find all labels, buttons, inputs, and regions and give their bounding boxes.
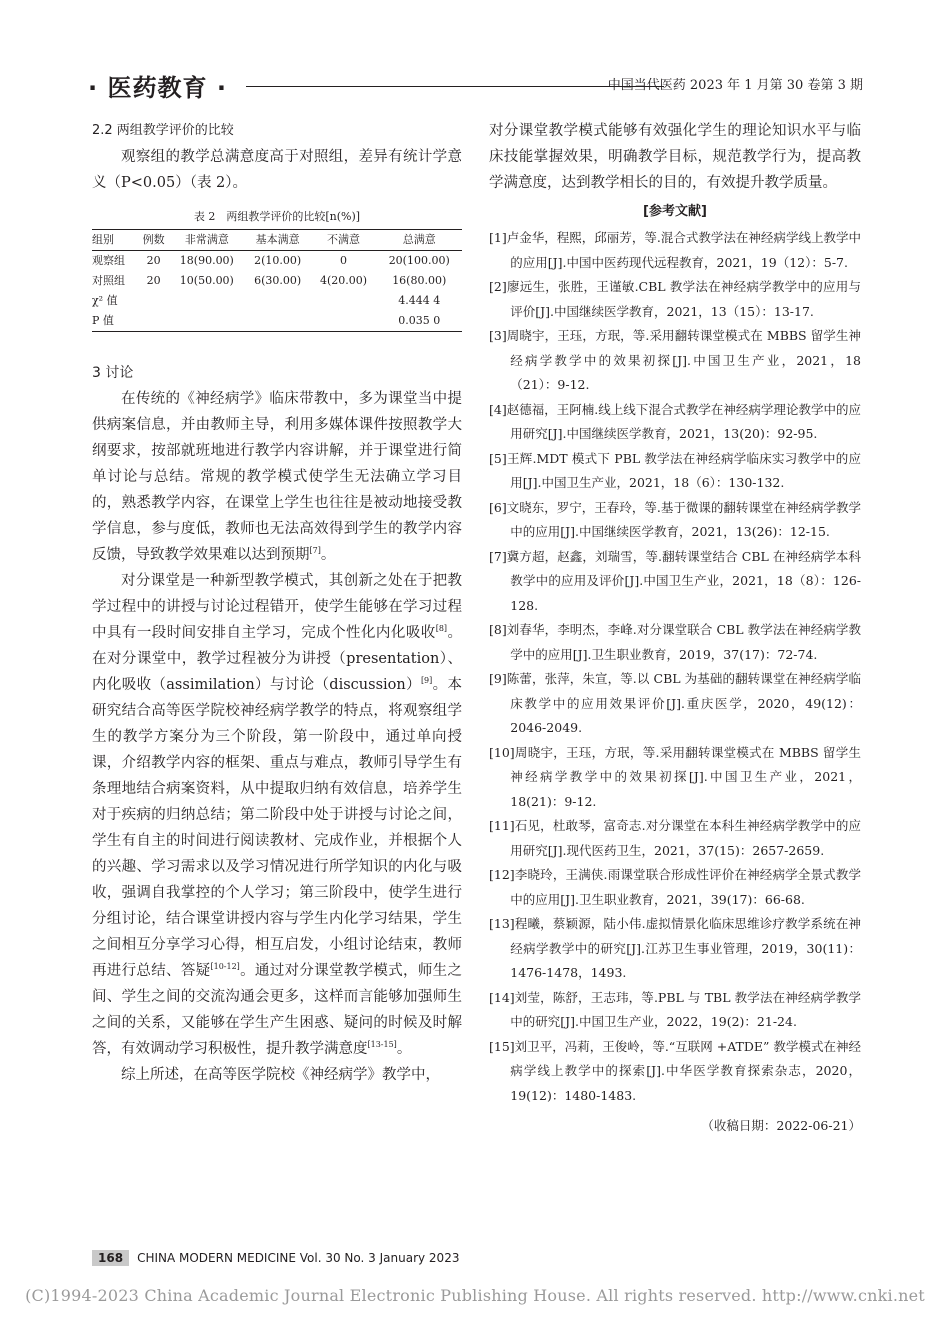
discussion-paragraph-1 xyxy=(92,386,462,568)
table-cell xyxy=(311,291,377,311)
left-column xyxy=(92,118,462,1088)
table-row xyxy=(92,251,462,272)
table-cell: 4(20.00) xyxy=(319,274,368,287)
reference-item: [8]刘春华，李明杰，李峰.对分课堂联合 CBL 教学法在神经病学教学中的应用[J].卫生职业教育，2019，37(17)：72-74. xyxy=(489,622,861,662)
paragraph-text: 。通过对分课堂教学模式，师生之间、学生之间的交流沟通会更多，这样而言能够加强师生之间的关系，又能够在学生产生困惑、疑问的时候及时解答，有效调动学习积极性，提升教学满意度 xyxy=(92,963,462,1057)
table-header-cell: 不满意 xyxy=(327,233,360,246)
table-cell: 20(100.00) xyxy=(388,254,450,267)
table-row xyxy=(92,271,462,291)
reference-item: [9]陈蕾，张萍，朱宣，等.以 CBL 为基础的翻转课堂在神经病学临床教学中的应用效果评价[J].重庆医学，2020，49(12)：2046-2049. xyxy=(489,671,861,735)
table-cell xyxy=(245,291,311,311)
paragraph-text: 在传统的《神经病学》临床带教中，多为课堂当中提供病案信息，并由教师主导，利用多媒体课件按照教学大纲要求，按部就班地进行教学内容讲解，并于课堂进行简单讨论与总结。常规的教学模式使学生无法确立学习目的，熟悉教学内容，在课堂上学生也往往是被动地接受教学信息，参与度低，教师也无法高效得到学生的教学内容反馈，导致教学效果难以达到预期 xyxy=(92,391,462,563)
table-cell xyxy=(138,291,169,311)
page-footer xyxy=(92,1247,459,1269)
reference-item: [3]周晓宇，王珏，方珉，等.采用翻转课堂模式在 MBBS 留学生神经病学教学中的效果初探[J].中国卫生产业，2021，18（21）：9-12. xyxy=(489,328,861,392)
section-title: · 医药教育 · xyxy=(88,74,227,102)
footer-journal-info: CHINA MODERN MEDICINE Vol. 30 No. 3 January 2023 xyxy=(137,1251,460,1265)
discussion-paragraph-3-start: 综上所述，在高等医学院校《神经病学》教学中， xyxy=(121,1067,440,1083)
table-cell: 观察组 xyxy=(92,254,125,267)
header-rule xyxy=(246,86,664,87)
citation: [9] xyxy=(420,676,433,686)
table-cell xyxy=(311,311,377,332)
table-header-cell: 组别 xyxy=(92,233,114,246)
discussion-paragraph-2 xyxy=(92,568,462,1062)
table-cell: 10(50.00) xyxy=(179,274,234,287)
discussion-paragraph-3-continued: 对分课堂教学模式能够有效强化学生的理论知识水平与临床技能掌握效果，明确教学目标，规范教学行为，提高教学满意度，达到教学相长的目的，有效提升教学质量。 xyxy=(489,123,861,191)
page-header xyxy=(88,62,863,102)
table-cell: 0 xyxy=(340,254,347,267)
reference-item: [7]冀方超，赵鑫，刘瑞雪，等.翻转课堂结合 CBL 在神经病学本科教学中的应用及评价[J].中国卫生产业，2021，18（8）：126-128. xyxy=(489,548,861,613)
table-header-cell: 非常满意 xyxy=(184,233,229,246)
table-header-cell: 总满意 xyxy=(402,233,436,246)
references-title: [参考文献] xyxy=(643,204,707,219)
reference-item: [11]石见，杜敢琴，富奇志.对分课堂在本科生神经病学教学中的应用研究[J].现代医药卫生，2021，37(15)：2657-2659. xyxy=(489,818,861,858)
table-cell xyxy=(138,311,169,332)
table-cell xyxy=(245,311,311,332)
reference-item: [12]李晓玲，王满侠.雨课堂联合形成性评价在神经病学全景式教学中的应用[J].卫生职业教育，2021，39(17)：66-68. xyxy=(489,867,861,907)
copyright-watermark: (C)1994-2023 China Academic Journal Electronic Publishing House. All rights reserved. http://www.cnki.net xyxy=(25,1286,925,1305)
right-column xyxy=(489,118,861,1138)
journal-meta: 中国当代医药 2023 年 1 月第 30 卷第 3 期 xyxy=(607,78,863,93)
reference-list xyxy=(489,226,861,1108)
table-cell: P 值 xyxy=(92,314,114,327)
table-row xyxy=(92,291,462,311)
reference-item: [4]赵德福，王阿楠.线上线下混合式教学在神经病学理论教学中的应用研究[J].中国继续医学教育，2021，13(20)：92-95. xyxy=(489,401,861,441)
table-row xyxy=(92,311,462,332)
citation: [7] xyxy=(309,546,321,556)
table-cell xyxy=(169,311,245,332)
table-cell: 对照组 xyxy=(92,274,125,287)
reference-item: [14]刘莹，陈舒，王志玮，等.PBL 与 TBL 教学法在神经病学教学中的研究[J].中国卫生产业，2022，19(2)：21-24. xyxy=(489,989,861,1029)
table-cell: 20 xyxy=(146,274,161,287)
paragraph-text: 。本研究结合高等医学院校神经病学教学的特点，将观察组学生的教学方案分为三个阶段，第一阶段中，通过单向授课，介绍教学内容的框架、重点与难点，教师引导学生有条理地结合病案资料，从中提取归纳有效信息，培养学生对于疾病的归纳总结；第二阶段中处于讲授与讨论之间，学生有自主的时间进行阅读教材、完成作业，并根据个人的兴趣、学习需求以及学习情况进行所学知识的内化与吸收，强调自我掌控的个人学习；第三阶段中，使学生进行分组讨论，结合课堂讲授内容与学生内化学习结果，学生之间相互分享学习心得，相互启发，小组讨论结束，教师再进行总结、答疑 xyxy=(92,677,462,979)
reference-item: [6]文晓东，罗宁，王春玲，等.基于微课的翻转课堂在神经病学教学中的应用[J].中国继续医学教育，2021，13(26)：12-15. xyxy=(489,499,861,539)
reference-item: [2]廖远生，张胜，王谨敏.CBL 教学法在神经病学教学中的应用与评价[J].中国继续医学教育，2021，13（15）：13-17. xyxy=(489,279,861,319)
reference-item: [5]王辉.MDT 模式下 PBL 教学法在神经病学临床实习教学中的应用[J].中国卫生产业，2021，18（6）：130-132. xyxy=(489,450,861,490)
paragraph-text: 对分课堂是一种新型教学模式，其创新之处在于把教学过程中的讲授与讨论过程错开，使学生能够在学习过程中具有一段时间安排自主学习，完成个性化内化吸收 xyxy=(92,573,462,641)
table-cell: 4.444 4 xyxy=(398,294,441,307)
received-date: （收稿日期：2022-06-21） xyxy=(701,1118,861,1133)
page-number: 168 xyxy=(92,1250,129,1266)
table-header-cell: 基本满意 xyxy=(255,233,300,246)
citation: [10-12] xyxy=(210,962,240,972)
discussion-heading: 3 讨论 xyxy=(92,365,134,381)
table-cell: 0.035 0 xyxy=(398,314,441,327)
reference-item: [10]周晓宇，王珏，方珉，等.采用翻转课堂模式在 MBBS 留学生神经病学教学中的效果初探[J].中国卫生产业，2021，18(21)：9-12. xyxy=(489,744,861,809)
table-caption: 表 2 两组教学评价的比较[n(%)] xyxy=(193,210,361,223)
paragraph-text: 。在对分课堂中，教学过程被分为讲授（presentation）、内化吸收（assimilation）与讨论（discussion） xyxy=(92,625,463,693)
reference-item: [1]卢金华，程熙，邱丽芳，等.混合式教学法在神经病学线上教学中的应用[J].中国中医药现代远程教育，2021，19（12）：5-7. xyxy=(489,230,861,270)
table-cell: 18(90.00) xyxy=(179,254,234,267)
reference-item: [15]刘卫平，冯莉，王俊岭，等.“互联网 +ATDE” 教学模式在神经病学线上教学中的探索[J].中华医学教育探索杂志，2020，19(12)：1480-1483. xyxy=(489,1038,861,1103)
paragraph-text: 。 xyxy=(320,547,336,563)
table-cell xyxy=(169,291,245,311)
comparison-table xyxy=(92,229,462,332)
table-header-row xyxy=(92,230,462,251)
table-cell: 20 xyxy=(146,254,161,267)
section-2-2-heading: 2.2 两组教学评价的比较 xyxy=(92,123,234,138)
table-cell: 16(80.00) xyxy=(392,274,447,287)
citation: [13-15] xyxy=(367,1040,397,1050)
table-cell: 2(10.00) xyxy=(254,254,302,267)
table-cell: χ² 值 xyxy=(92,294,118,307)
table-header-cell: 例数 xyxy=(142,233,165,246)
paragraph-text: 。 xyxy=(396,1041,412,1057)
citation: [8] xyxy=(435,624,448,634)
reference-item: [13]程曦，蔡颖源，陆小伟.虚拟情景化临床思维诊疗教学系统在神经病学教学中的研究[J].江苏卫生事业管理，2019，30(11)：1476-1478，1493. xyxy=(489,916,861,980)
table-cell: 6(30.00) xyxy=(254,274,302,287)
section-2-2-paragraph: 观察组的教学总满意度高于对照组，差异有统计学意义（P<0.05）（表 2）。 xyxy=(92,149,462,191)
